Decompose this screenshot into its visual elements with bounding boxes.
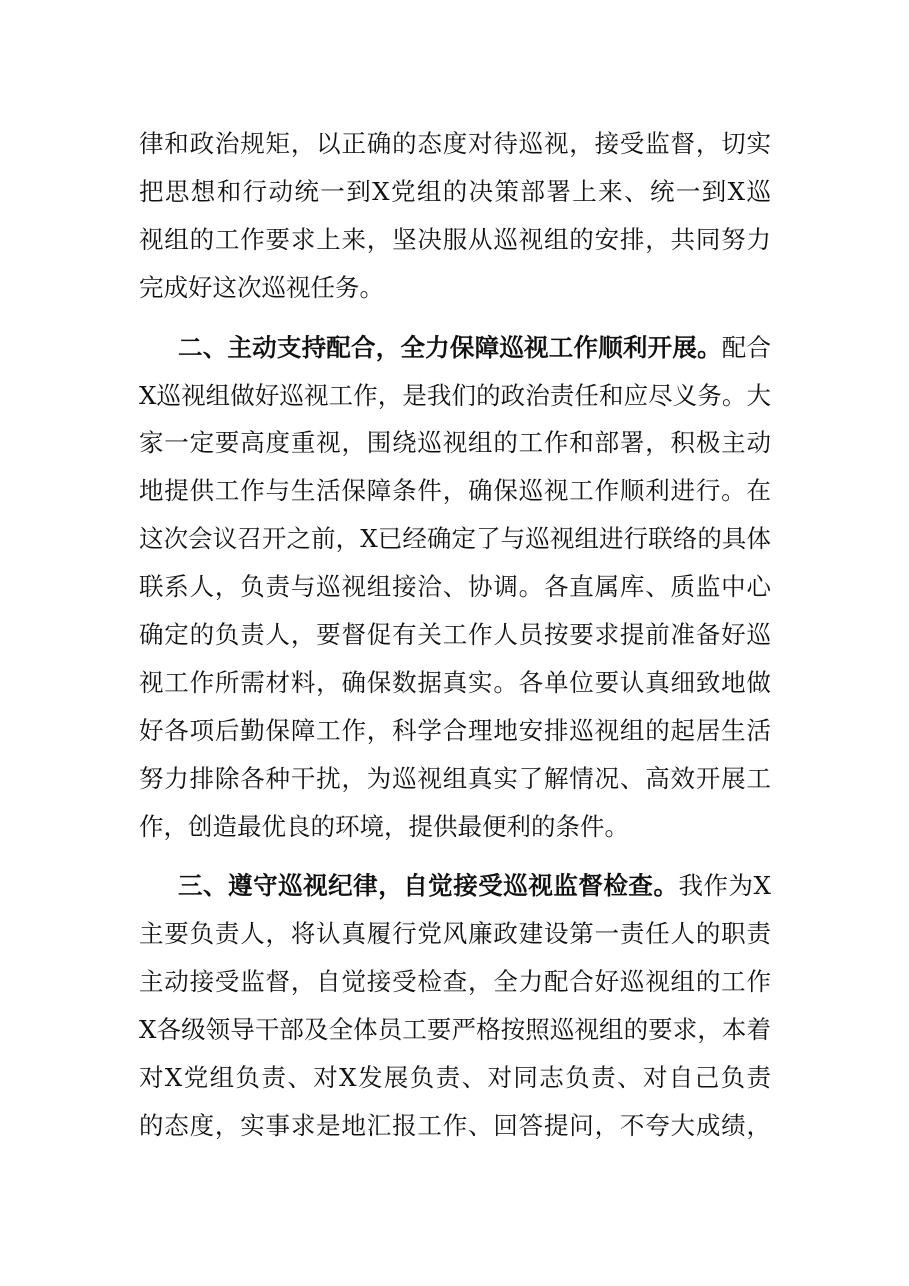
paragraph-2-line-6: 联系人，负责与巡视组接洽、协调。各直属库、质监中心	[139, 572, 771, 601]
paragraph-2-line-2: X巡视组做好巡视工作，是我们的政治责任和应尽义务。大	[139, 381, 771, 410]
paragraph-2-line-8: 视工作所需材料，确保数据真实。各单位要认真细致地做	[139, 668, 771, 697]
paragraph-3-first-line-rest: 我作为X	[678, 871, 771, 900]
paragraph-1-line-2: 把思想和行动统一到X党组的决策部署上来、统一到X巡	[139, 177, 771, 206]
paragraph-2-line-7: 确定的负责人，要督促有关工作人员按要求提前准备好巡	[139, 620, 771, 649]
paragraph-3-line-2: 主要负责人，将认真履行党风廉政建设第一责任人的职责	[139, 919, 771, 948]
paragraph-2-line-9: 好各项后勤保障工作，科学合理地安排巡视组的起居生活	[139, 716, 771, 745]
paragraph-2-line-10: 努力排除各种干扰，为巡视组真实了解情况、高效开展工	[139, 764, 771, 793]
paragraph-1-line-4: 完成好这次巡视任务。	[139, 273, 384, 302]
paragraph-1-line-3: 视组的工作要求上来，坚决服从巡视组的安排，共同努力	[139, 225, 771, 254]
paragraph-3-first-line	[178, 866, 771, 906]
paragraph-1-line-1: 律和政治规矩，以正确的态度对待巡视，接受监督，切实	[139, 129, 771, 158]
paragraph-2-line-3: 家一定要高度重视，围绕巡视组的工作和部署，积极主动	[139, 428, 771, 457]
paragraph-2-line-5: 这次会议召开之前，X已经确定了与巡视组进行联络的具体	[139, 524, 771, 553]
paragraph-2-first-line	[178, 328, 771, 368]
paragraph-3-line-3: 主动接受监督，自觉接受检查，全力配合好巡视组的工作	[139, 967, 771, 996]
paragraph-3-line-5: 对X党组负责、对X发展负责、对同志负责、对自己负责	[139, 1063, 771, 1092]
paragraph-2-first-line-rest: 配合	[721, 333, 771, 362]
paragraph-2-heading: 二、主动支持配合，全力保障巡视工作顺利开展。	[178, 333, 722, 362]
paragraph-3-line-6: 的态度，实事求是地汇报工作、回答提问，不夸大成绩，	[139, 1111, 771, 1140]
paragraph-2-line-11: 作，创造最优良的环境，提供最便利的条件。	[139, 812, 629, 841]
paragraph-3-line-4: X各级领导干部及全体员工要严格按照巡视组的要求，本着	[139, 1015, 771, 1044]
paragraph-2-line-4: 地提供工作与生活保障条件，确保巡视工作顺利进行。在	[139, 476, 771, 505]
paragraph-3-heading: 三、遵守巡视纪律，自觉接受巡视监督检查。	[178, 871, 679, 900]
